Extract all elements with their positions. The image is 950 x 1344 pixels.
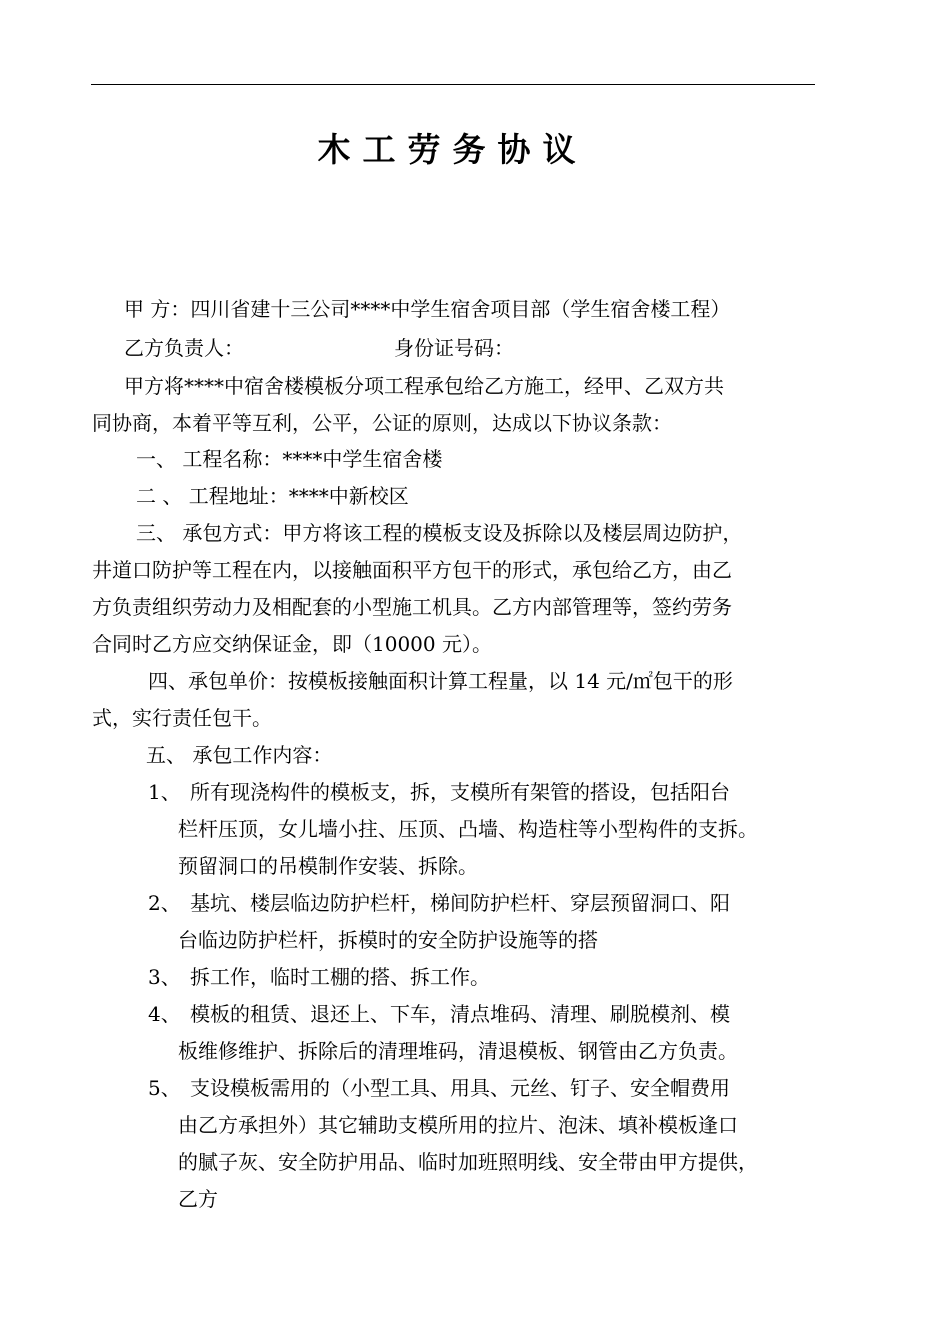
id-number-label: 身份证号码：	[394, 336, 514, 360]
item-number-3: 3、	[148, 965, 181, 989]
clause-unit-price-line-1: 四、承包单价：按模板接触面积计算工程量，以 14 元/㎡包干的形	[148, 669, 733, 693]
item-5-line-2: 由乙方承担外）其它辅助支模所用的拉片、泡沫、填补模板逢口	[178, 1113, 738, 1137]
header-rule	[91, 84, 815, 85]
item-1-line-2: 栏杆压顶，女儿墙小拄、压顶、凸墙、构造柱等小型构件的支拆。	[178, 817, 758, 841]
item-4-line-2: 板维修维护、拆除后的清理堆码，清退模板、钢管由乙方负责。	[178, 1039, 738, 1063]
party-b-line	[124, 333, 514, 363]
clause-contract-method-line-1: 三、 承包方式：甲方将该工程的模板支设及拆除以及楼层周边防护，	[136, 521, 743, 545]
clause-contract-method-line-4: 合同时乙方应交纳保证金，即（10000 元）。	[92, 632, 492, 656]
item-1-line-3: 预留洞口的吊模制作安装、拆除。	[178, 854, 478, 878]
item-1-line-1: 所有现浇构件的模板支，拆，支模所有架管的搭设，包括阳台	[190, 780, 730, 804]
intro-line-2: 同协商，本着平等互利，公平，公证的原则，达成以下协议条款：	[92, 411, 672, 435]
item-number-4: 4、	[148, 1002, 181, 1026]
item-3-line-1: 拆工作，临时工棚的搭、拆工作。	[190, 965, 490, 989]
item-2-line-1: 基坑、楼层临边防护栏杆，梯间防护栏杆、穿层预留洞口、阳	[190, 891, 730, 915]
intro-line-1: 甲方将****中宿舍楼模板分项工程承包给乙方施工，经甲、乙双方共	[124, 374, 724, 398]
item-5-line-3: 的腻子灰、安全防护用品、临时加班照明线、安全带由甲方提供，	[178, 1150, 758, 1174]
clause-work-scope: 五、 承包工作内容：	[146, 743, 333, 767]
clause-contract-method-line-2: 井道口防护等工程在内，以接触面积平方包干的形式，承包给乙方，由乙	[92, 558, 732, 582]
party-b-label: 乙方负责人：	[124, 336, 244, 360]
item-number-1: 1、	[148, 780, 181, 804]
item-2-line-2: 台临边防护栏杆，拆模时的安全防护设施等的搭	[178, 928, 598, 952]
clause-project-name: 一、 工程名称：****中学生宿舍楼	[136, 447, 443, 471]
party-a-line: 甲 方：四川省建十三公司****中学生宿舍项目部（学生宿舍楼工程）	[124, 297, 731, 321]
item-number-2: 2、	[148, 891, 181, 915]
item-number-5: 5、	[148, 1076, 181, 1100]
document-title: 木工劳务协议	[317, 130, 588, 169]
item-5-line-4: 乙方	[178, 1187, 218, 1211]
clause-project-address: 二 、 工程地址：****中新校区	[136, 484, 409, 508]
item-4-line-1: 模板的租赁、退还上、下车，清点堆码、清理、刷脱模剂、模	[190, 1002, 730, 1026]
clause-contract-method-line-3: 方负责组织劳动力及相配套的小型施工机具。乙方内部管理等，签约劳务	[92, 595, 732, 619]
item-5-line-1: 支设模板需用的（小型工具、用具、元丝、钉子、安全帽费用	[190, 1076, 730, 1100]
clause-unit-price-line-2: 式，实行责任包干。	[92, 706, 272, 730]
